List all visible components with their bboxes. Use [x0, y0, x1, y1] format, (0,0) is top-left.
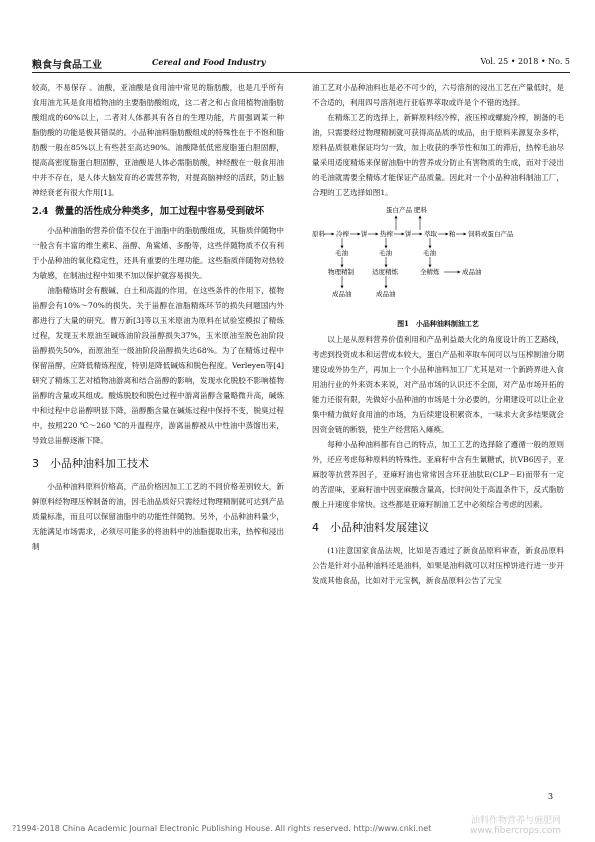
section-title: 微量的活性成分种类多，加工过程中容易受到破坏 — [55, 206, 265, 217]
running-header — [32, 54, 570, 72]
paragraph: (1)注意国家食品法规，比如是否通过了新食品原料审查，新食品原料公告是针对小品种油料还是油料，如果是油料就可以对压榨饼进行进一步开发成其他食品，比如对于元宝枫，新食品原料公告了元宝 — [312, 546, 564, 585]
node-meal: 粕 — [449, 230, 456, 238]
node-finished-oil: 成品油 — [332, 290, 352, 298]
journal-title-en: Cereal and Food Industry — [152, 57, 266, 67]
node-moderate-refining: 适度精炼 — [372, 268, 398, 276]
left-column — [32, 80, 284, 554]
issue-info: Vol. 25 • 2018 • No. 5 — [480, 57, 570, 66]
node-full-refining: 全精炼 — [420, 268, 440, 276]
paragraph: 小品种油脂的营养价值不仅在于油脂中的脂肪酸组成，其脂质伴随物中一般含有丰富的维生素E、甾醇、角鲨烯、多酚等，这些伴随物质不仅有利于小品种油的氧化稳定性，还具有重要的生理功能。这些脂质伴随物对热较为敏感，在制油过程中如果不加以保护就容易损失。 — [32, 226, 284, 280]
node-finished-oil: 成品油 — [462, 268, 482, 276]
node-fertilizer: 肥料 — [414, 206, 427, 214]
node-hot-press: 热榨 — [380, 230, 393, 238]
section-number: 4 — [312, 521, 319, 534]
section-number: 3 — [32, 457, 39, 470]
copyright-footer: ?1994-2018 China Academic Journal Electronic Publishing House. All rights reserved. http://www.cnki.net — [12, 824, 432, 833]
journal-title-cn: 粮食与食品工业 — [32, 60, 102, 71]
section-title: 小品种油料加工技术 — [50, 457, 149, 470]
paragraph: 较高，不易保存 。油酸，亚油酸是食用油中常见的脂肪酸，也是几乎所有食用油尤其是食用植物油的主要脂肪酸组成，这二者之和占食用植物油脂肪酸组成的60%以上，二者对人体都具有各自的生理功能，片面强调某一种脂肪酸的功能是极其错误的。小品种油料脂肪酸组成的特殊性在于不饱和脂肪酸一般在85%以上有些甚至高达90%。油酸降低低密度脂蛋白胆固醇，提高高密度脂蛋白胆固醇，亚油酸是人体必需脂肪酸，神经酸在一般食用油中并不存在，是人体大脑发育的必需营养物，对提高脑神经的活跃，防止脑神经衰老有很大作用[1]。 — [32, 83, 284, 197]
node-finished-oil: 成品油 — [376, 290, 396, 298]
page-number: 3 — [548, 792, 554, 801]
paragraph: 油工艺对小品种油料也是必不可少的，六号溶剂的浸出工艺在产量低时，是不合适的，利用四号溶剂进行亚临界萃取或许是个不错的选择。 — [312, 83, 564, 107]
paragraph: 以上是从原料营养价值利用和产品利益最大化的角度设计的工艺路线，考虑到投资成本和运营成本较大，蛋白产品和萃取车间可以与压榨制油分期建设或外协生产，再加上一个小品种油料加工厂尤其是对一个新跨界进入食用油行业的外来资本来说，对产品市场的认识还不全面，对产品市场开拓的能力还很有限，先做好小品种油的市场是十分必要的，分期建设可以让企业集中精力做好食用油的市场，为后续建设积累资本，一味求大贪多结果就会因资金链的断裂，使生产经营陷入瘫痪。 — [312, 335, 564, 434]
node-extraction: 萃取 — [424, 230, 437, 238]
watermark-cn: 油料作物营养与施肥网 — [470, 816, 561, 826]
right-column — [312, 80, 564, 588]
paragraph: 小品种油料原料价格高，产品价格因加工工艺的不同价格差别较大，新鲜原料经物理压榨制备的油，因毛油品质好只需经过物理精制就可达到产品质量标准，而且可以保留油脂中的功能性伴随物。另外，小品种油料量少，无能满足市场需求，必须尽可能多的将油料中的油脂提取出来，热榨和浸出制 — [32, 482, 284, 551]
node-crude-oil: 毛油 — [379, 249, 392, 257]
section-heading-3 — [32, 456, 284, 471]
node-cake: 饼 — [361, 230, 368, 238]
node-feed-or-protein: 饲料或蛋白产品 — [468, 230, 514, 238]
section-heading-4 — [312, 520, 564, 535]
section-number: 2.4 — [32, 206, 49, 217]
node-crude-oil: 毛油 — [423, 249, 436, 257]
watermark — [470, 816, 561, 836]
header-rule — [32, 72, 570, 73]
node-protein-product: 蛋白产品 — [386, 206, 412, 214]
process-flow-figure — [312, 204, 564, 326]
section-title: 小品种油料发展建议 — [330, 521, 429, 534]
paragraph: 油脂精炼时会有酸碱、白土和高温的作用，在这些条件的作用下，植物甾醇会有10%～70%的损失。关于甾醇在油脂精炼环节的损失问题国内外都进行了大量的研究。曹万新[3]等以玉米原油为原料在试验室模拟了精炼过程，发现玉米原油至碱炼油阶段甾醇损失37%，玉米原油至脱色油阶段甾醇损失50%，而原油至一级油阶段甾醇损失达68%。为了在精炼过程中保留甾醇，应降低精炼程度，特别是降低碱炼和脱色程度。Verleyen等[4]研究了精炼工艺对植物油游离和结合甾醇的影响，发现水化脱胶不影响植物甾醇的含量或其组成。酸炼脱胶和脱色过程中游离甾醇含量略微升高，碱炼中和过程中总甾醇明显下降，甾醇酯含量在碱炼过程中保持不变，脱臭过程中，按照220 ℃～260 ℃的升温程序，游离甾醇被从中性油中蒸馏出来，导致总甾醇逐渐下降。 — [32, 286, 284, 445]
node-cake: 饼 — [405, 230, 412, 238]
flow-diagram — [312, 204, 564, 316]
node-cold-press: 冷榨 — [336, 230, 349, 238]
section-heading-2-4 — [32, 204, 284, 219]
node-physical-refining: 物理精制 — [328, 268, 354, 276]
paragraph: 每种小品种油料都有自己的特点，加工工艺的选择除了遵循一般的原则外，还应考虑每种原料的特殊性。亚麻籽中含有生氰糖甙，抗VB6因子，亚麻胶等抗营养因子，亚麻籽油也常常因含环亚油肽E(CLP－E)而带有一定的苦涩味，亚麻籽油中因亚麻酸含量高，长时间处于高温条件下，反式脂肪酸上升速度非常快。这些都是亚麻籽制油工艺中必须综合考虑的因素。 — [312, 440, 564, 509]
figure-caption: 图1 小品种油料制油工艺 — [397, 319, 479, 328]
watermark-en: www.fibercrops.com — [470, 826, 561, 836]
paragraph: 在精炼工艺的选择上，新鲜原料经冷榨，液压榨或螺旋冷榨，制备的毛油，只需要经过物理精制就可获得高品质的成品，由于原料来源复杂多样，原料品质很难保证均匀一致，加上收获的季节性和加工的滞后，热榨毛油尽量采用适度精炼来保留油脂中的营养成分防止有害物质的生成，而对于浸出的毛油就需要全精炼才能保证产品质量。因此对一个小品种油料制油工厂，合理的工艺选择如图1。 — [312, 113, 564, 197]
node-raw-material: 原料 — [312, 230, 325, 238]
node-crude-oil: 毛油 — [335, 249, 348, 257]
